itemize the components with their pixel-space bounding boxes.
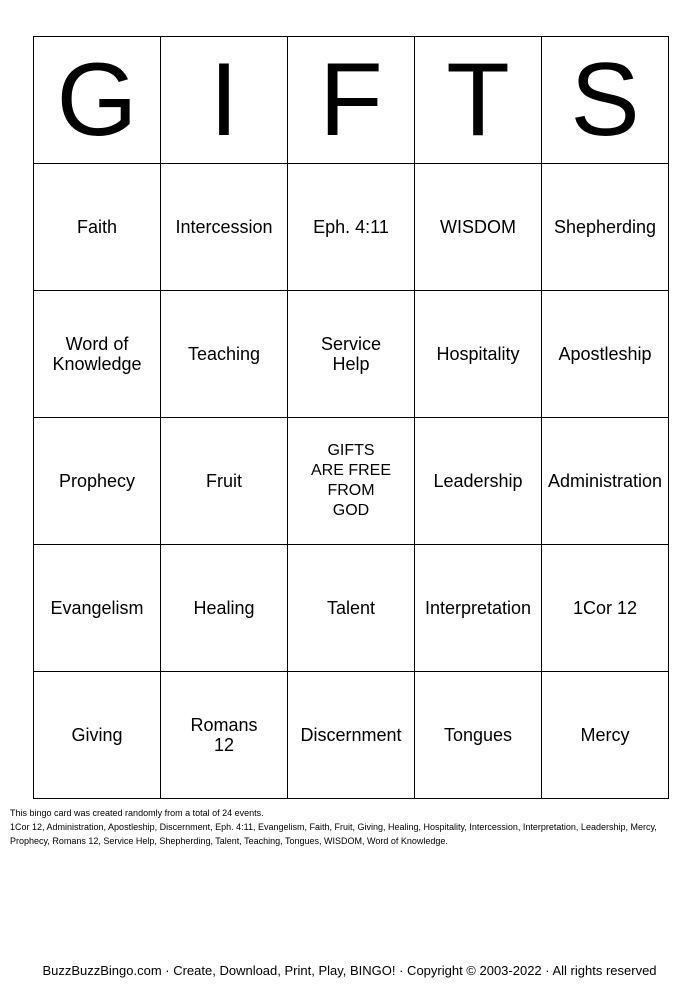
free-space-cell <box>288 418 415 545</box>
cell-label: Discernment <box>300 725 402 745</box>
cell-label: WISDOM <box>440 217 516 237</box>
bingo-cell <box>542 672 669 799</box>
cell-label: Romans 12 <box>190 715 258 755</box>
cell-label: Word of Knowledge <box>52 334 142 374</box>
cell-label: Tongues <box>443 725 513 745</box>
bingo-cell <box>161 545 288 672</box>
header-letter-s: S <box>542 37 669 164</box>
bingo-cell <box>161 291 288 418</box>
card-row <box>34 545 669 672</box>
cell-label: Shepherding <box>553 217 657 237</box>
bingo-cell <box>542 291 669 418</box>
cell-label: Interpretation <box>424 598 532 618</box>
cell-label: Mercy <box>580 725 630 745</box>
footnote-summary: This bingo card was created randomly from a total of 24 events. <box>10 808 264 818</box>
cell-label: Apostleship <box>558 344 652 364</box>
bingo-card <box>33 36 669 799</box>
header-letter-g: G <box>34 37 161 164</box>
bingo-cell <box>34 291 161 418</box>
bingo-cell <box>415 164 542 291</box>
card-row <box>34 418 669 545</box>
bingo-cell <box>415 672 542 799</box>
cell-label: Service Help <box>320 334 382 374</box>
header-letter-t: T <box>415 37 542 164</box>
bingo-cell <box>288 164 415 291</box>
cell-label: Talent <box>326 598 376 618</box>
card-row <box>34 291 669 418</box>
cell-label: Evangelism <box>50 598 144 618</box>
header-row <box>34 37 669 164</box>
card-row <box>34 164 669 291</box>
card-footnote <box>10 806 692 848</box>
card-row <box>34 672 669 799</box>
cell-label: Eph. 4:11 <box>313 217 389 237</box>
bingo-cell <box>161 418 288 545</box>
cell-label: Intercession <box>175 217 273 237</box>
cell-label: Prophecy <box>58 471 136 491</box>
cell-label: Fruit <box>206 471 242 491</box>
bingo-cell <box>34 672 161 799</box>
cell-label: Hospitality <box>436 344 520 364</box>
bingo-cell <box>34 545 161 672</box>
bingo-cell <box>415 291 542 418</box>
bingo-cell <box>34 418 161 545</box>
site-footer: BuzzBuzzBingo.com · Create, Download, Print, Play, BINGO! · Copyright © 2003-2022 · All rights reserved <box>42 963 657 978</box>
bingo-cell <box>161 672 288 799</box>
header-letter-i: I <box>161 37 288 164</box>
cell-label: Healing <box>193 598 255 618</box>
cell-label: Leadership <box>433 471 523 491</box>
cell-label: Teaching <box>187 344 261 364</box>
bingo-cell <box>542 545 669 672</box>
cell-label: Giving <box>71 725 123 745</box>
bingo-cell <box>34 164 161 291</box>
header-letter-f: F <box>288 37 415 164</box>
bingo-cell <box>542 164 669 291</box>
cell-label: 1Cor 12 <box>572 598 638 618</box>
cell-label: Faith <box>76 217 118 237</box>
footnote-event-list: 1Cor 12, Administration, Apostleship, Discernment, Eph. 4:11, Evangelism, Faith, Fruit, Giving, Healing, Hospitality, Intercession, Interpretation, Leadership, Mercy, Prophecy, Romans 12, Service Help, Shepherding, Talent, Teaching, Tongues, WISDOM, Word of Knowledge. <box>10 822 657 846</box>
bingo-cell <box>288 672 415 799</box>
free-space-label: GIFTS ARE FREE FROM GOD <box>310 442 391 519</box>
bingo-cell <box>415 545 542 672</box>
cell-label: Administration <box>547 471 663 491</box>
bingo-cell <box>288 545 415 672</box>
bingo-cell <box>415 418 542 545</box>
bingo-cell <box>161 164 288 291</box>
bingo-cell <box>288 291 415 418</box>
bingo-cell <box>542 418 669 545</box>
